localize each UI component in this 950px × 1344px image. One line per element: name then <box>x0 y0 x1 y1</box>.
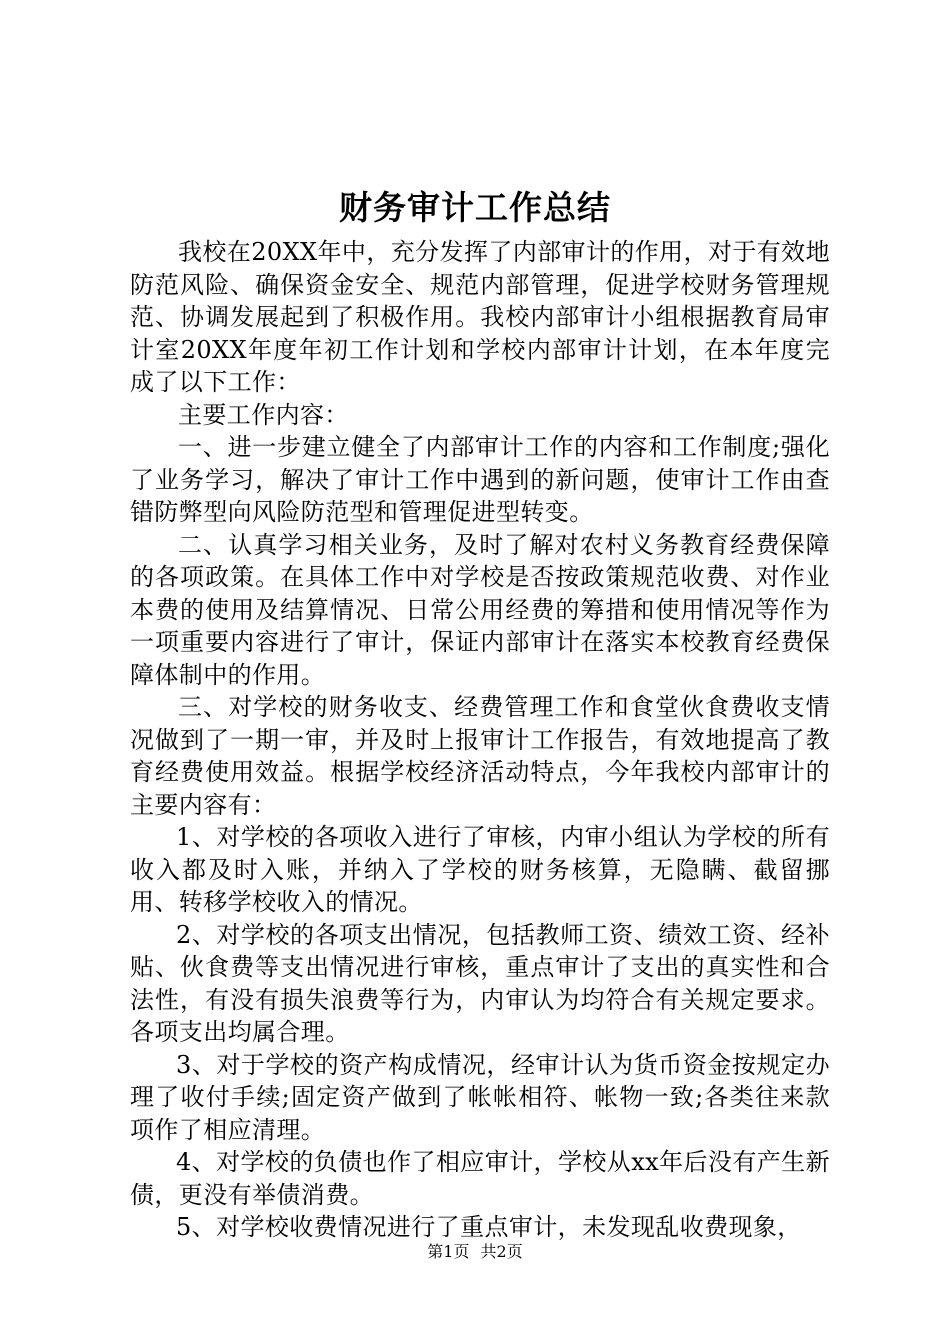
paragraph-item-3: 3、对于学校的资产构成情况，经审计认为货币资金按规定办理了收付手续;固定资产做到了帐帐相符、帐物一致;各类往来款项作了相应清理。 <box>130 1050 830 1144</box>
page-footer <box>0 1242 950 1262</box>
page-number-current: 第1页 <box>427 1242 470 1261</box>
document-body <box>130 236 830 1244</box>
page-number-total: 共2页 <box>480 1242 523 1261</box>
paragraph-intro: 我校在20XX年中，充分发挥了内部审计的作用，对于有效地防范风险、确保资金安全、规范内部管理，促进学校财务管理规范、协调发展起到了积极作用。我校内部审计小组根据教育局审计室20XX年度年初工作计划和学校内部审计计划，在本年度完成了以下工作： <box>130 238 830 396</box>
paragraph-section-1: 一、进一步建立健全了内部审计工作的内容和工作制度;强化了业务学习，解决了审计工作中遇到的新问题，使审计工作由查错防弊型向风险防范型和管理促进型转变。 <box>130 433 830 526</box>
paragraph-item-4: 4、对学校的负债也作了相应审计，学校从xx年后没有产生新债，更没有举债消费。 <box>130 1148 830 1209</box>
paragraph-item-5: 5、对学校收费情况进行了重点审计，未发现乱收费现象， <box>176 1213 802 1241</box>
paragraph-section-3: 三、对学校的财务收支、经费管理工作和食堂伙食费收支情况做到了一期一审，并及时上报审计工作报告，有效地提高了教育经费使用效益。根据学校经济活动特点，今年我校内部审计的主要内容有： <box>130 693 830 819</box>
document-title: 财务审计工作总结 <box>339 188 611 227</box>
paragraph-main-content-heading: 主要工作内容： <box>178 400 349 429</box>
paragraph-item-1: 1、对学校的各项收入进行了审核，内审小组认为学校的所有收入都及时入账，并纳入了学校的财务核算，无隐瞒、截留挪用、转移学校收入的情况。 <box>130 823 830 916</box>
paragraph-item-2: 2、对学校的各项支出情况，包括教师工资、绩效工资、经补贴、伙食费等支出情况进行审核，重点审计了支出的真实性和合法性，有没有损失浪费等行为，内审认为均符合有关规定要求。各项支出均属合理。 <box>130 920 830 1046</box>
paragraph-section-2: 二、认真学习相关业务，及时了解对农村义务教育经费保障的各项政策。在具体工作中对学校是否按政策规范收费、对作业本费的使用及结算情况、日常公用经费的筹措和使用情况等作为一项重要内容进行了审计，保证内部审计在落实本校教育经费保障体制中的作用。 <box>130 530 830 689</box>
